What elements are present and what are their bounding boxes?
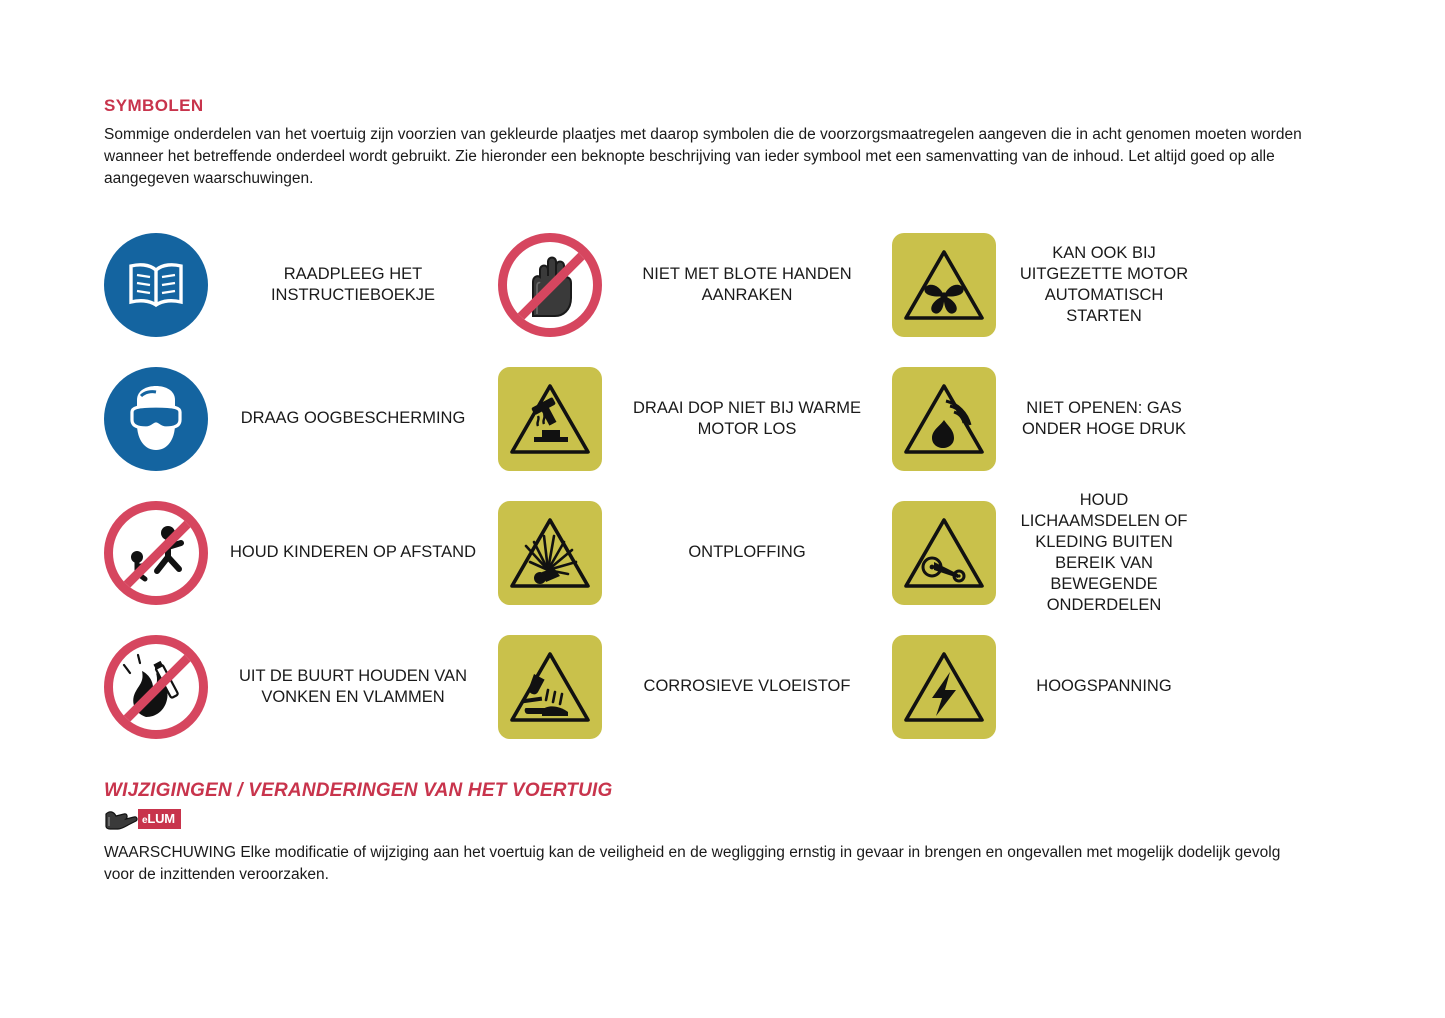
symbol-icon-cell: [104, 233, 208, 337]
elum-badge-label: [138, 809, 181, 829]
modifications-title: WIJZIGINGEN / VERANDERINGEN VAN HET VOERTUIG: [104, 780, 613, 801]
symbol-label: HOOGSPANNING: [1036, 677, 1172, 696]
no-bare-hands-icon: [498, 233, 602, 337]
symbol-icon-cell: [892, 501, 996, 605]
elum-prefix: e: [142, 815, 148, 826]
elum-main: LUM: [147, 811, 175, 826]
symbol-icon-cell: [498, 501, 602, 605]
symbol-icon-cell: [892, 367, 996, 471]
cooling-fan-icon: [892, 233, 996, 337]
pressurised-gas-icon: [892, 367, 996, 471]
symbol-label: NIET OPENEN: GAS ONDER HOGE DRUK: [1021, 398, 1187, 438]
symbol-label: UIT DE BUURT HOUDEN VAN VONKEN EN VLAMMEN: [239, 666, 467, 706]
corrosive-liquid-icon: [498, 635, 602, 739]
page-title: SYMBOLEN: [104, 96, 204, 115]
symbol-label: NIET MET BLOTE HANDEN AANRAKEN: [642, 264, 852, 304]
intro-paragraph: Sommige onderdelen van het voertuig zijn voorzien van gekleurde plaatjes met daarop symbolen die de voorzorgsmaatregelen aangeven die in acht genomen moeten worden wanneer het betreffende onderdeel wordt gebruikt. Zie hieronder een beknopte beschrijving van ieder symbool met een samenvatting van de inhoud. Let altijd goed op alle aangegeven waarschuwingen.: [104, 126, 1302, 187]
pointing-hand-icon: [104, 808, 138, 830]
symbol-label: RAADPLEEG HET INSTRUCTIEBOEKJE: [270, 264, 436, 304]
symbol-icon-cell: [892, 635, 996, 739]
explosion-icon: [498, 501, 602, 605]
symbol-icon-cell: [104, 367, 208, 471]
symbol-icon-cell: [498, 367, 602, 471]
symbol-label: HOUD LICHAAMSDELEN OF KLEDING BUITEN BEREIK VAN BEWEGENDE ONDERDELEN: [1020, 490, 1188, 615]
symbol-icon-cell: [498, 635, 602, 739]
no-children-icon: [104, 501, 208, 605]
symbol-icon-cell: [498, 233, 602, 337]
eye-protection-icon: [104, 367, 208, 471]
symbol-icon-cell: [892, 233, 996, 337]
book-manual-icon: [104, 233, 208, 337]
symbols-grid: [104, 218, 1320, 754]
symbol-label: DRAAG OOGBESCHERMING: [240, 409, 466, 428]
symbol-label: CORROSIEVE VLOEISTOF: [643, 677, 851, 696]
symbol-label: HOUD KINDEREN OP AFSTAND: [229, 543, 476, 562]
symbol-label: KAN OOK BIJ UITGEZETTE MOTOR AUTOMATISCH STARTEN: [1019, 243, 1189, 326]
modifications-warning: WAARSCHUWING Elke modificatie of wijziging aan het voertuig kan de veiligheid en de wegligging ernstig in gevaar in brengen en ongevallen met mogelijk dodelijk gevolg voor de inzittenden veroorzaken.: [104, 844, 1281, 883]
no-sparks-flames-icon: [104, 635, 208, 739]
symbol-label: ONTPLOFFING: [688, 543, 806, 562]
elum-reference: [104, 808, 1320, 830]
hot-radiator-cap-icon: [498, 367, 602, 471]
page-content: [104, 96, 1320, 886]
symbol-icon-cell: [104, 501, 208, 605]
high-voltage-icon: [892, 635, 996, 739]
moving-parts-belt-icon: [892, 501, 996, 605]
symbol-label: DRAAI DOP NIET BIJ WARME MOTOR LOS: [633, 398, 861, 438]
symbol-icon-cell: [104, 635, 208, 739]
